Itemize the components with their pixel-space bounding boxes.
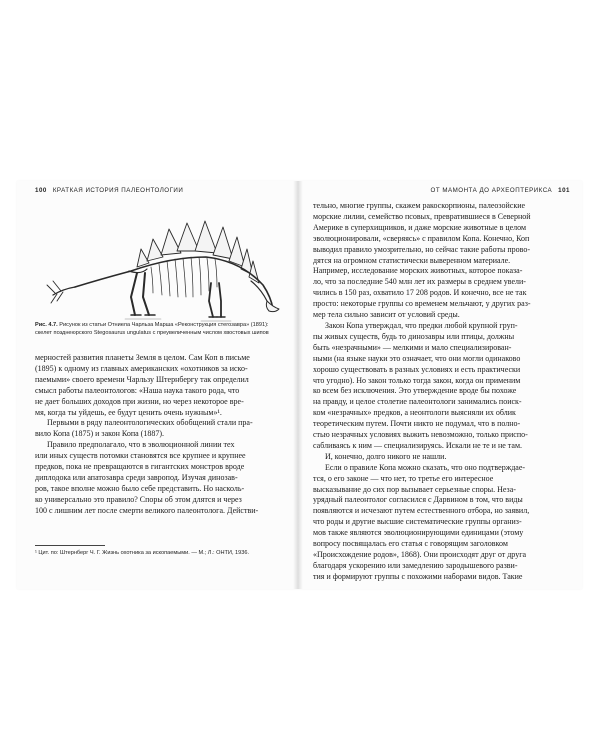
text-line: теоретическим путем. Почти никто не подумал, что в полно- (313, 419, 521, 429)
text-line: просто: некоторые группы со временем мельчают, у других раз- (313, 299, 531, 309)
figure-caption-text: Рисунок из статьи Отниела Чарльза Марша «Реконструкция стегозавра» (1891): скелет позднеюрского Stegosaurus ungulatus с преувеличенным числом хвостовых шипов (35, 322, 269, 336)
text-line: мерностей развития планеты Земля в целом. Сам Коп в письме (35, 353, 250, 362)
text-line: мер тела сильно зависит от условий среды. (313, 310, 460, 320)
right-body-text (313, 201, 573, 583)
text-line: высказывание до сих пор вызывает серьезные споры. Неза- (313, 484, 516, 494)
text-line: ко универсально это правило? Споры об этом длятся и через (35, 494, 242, 504)
text-line: 100 с лишним лет после смерти великого палеонтолога. Действи- (35, 505, 259, 515)
text-line: ло, что за последние 540 млн лет их размеры в среднем увели- (313, 277, 526, 287)
text-line: не дает больших доходов при жизни, но через некоторое вре- (35, 396, 244, 406)
text-line: выводил правило умозрительно, но сейчас такие работы прово- (313, 244, 531, 254)
text-line: что роды и другие высшие систематические группы организ- (313, 517, 522, 527)
text-line: Первыми в ряду палеонтологических обобщений стали пра- (47, 418, 253, 428)
text-line: сабливаясь к ним — специализируясь. Искали не те и не там. (313, 440, 522, 450)
text-line: пы живых существ, будь то динозавры или птицы, должны (313, 331, 515, 341)
text-line: Если о правиле Копа можно сказать, что оно подтверждае- (325, 462, 526, 472)
text-line: тельно, многие группы, скажем ракоскорпионы, палеозойские (313, 201, 526, 210)
text-line: «Происхождение родов», 1868). Они происходят друг от друга (313, 550, 527, 559)
text-line: дятся на огромном статистически выверенном материале. (313, 255, 511, 265)
text-line: что угодно). Но закон только тогда закон, когда он применим (313, 375, 521, 385)
text-line: эволюционировали, «сверяясь» с правилом Копа. Конечно, Коп (313, 233, 530, 243)
text-line: чились в 150 раз, охватило 17 208 родов. И конечно, все не так (313, 288, 527, 298)
text-line: мов также являются эволюционирующими единицами (этому (313, 528, 524, 538)
text-line: урядный палеонтолог согласился с Дарвином в том, что виды (313, 495, 523, 505)
text-line: И, конечно, долго никого не нашли. (325, 451, 447, 461)
right-page (301, 181, 582, 589)
text-line: ров, такое вполне можно было себе представить. Но насколь- (35, 483, 245, 493)
text-line: морские лилии, семейство псовых, превратившиеся в Северной (313, 211, 531, 221)
text-line: мя, когда ты уйдешь, ее будут ценить очень нужным»¹. (35, 407, 222, 417)
text-line: благодаря ускорению или замедлению зародышевого разви- (313, 560, 518, 570)
left-running-title: КРАТКАЯ ИСТОРИЯ ПАЛЕОНТОЛОГИИ (52, 187, 184, 194)
text-line: предков, пока не превращаются в гигантских монстров вроде (35, 462, 245, 472)
figure-label: Рис. 4.7. (35, 322, 58, 328)
text-line: паемыми» своего времени Чарльзу Штернбергу так определил (35, 374, 249, 384)
left-body-text (35, 353, 287, 517)
right-page-number: 101 (558, 187, 570, 194)
text-line: ко всем без исключения. Это утверждение вроде бы похоже (313, 386, 517, 396)
stegosaurus-skeleton-illustration (41, 201, 281, 331)
footnote-divider (35, 545, 105, 546)
text-line: (1895) к одному из главных американских «охотников за иско- (35, 363, 248, 373)
footnote: ¹ Цит. по: Штернберг Ч. Г. Жизнь охотника за ископаемыми. — М.; Л.: ОНТИ, 1936. (35, 550, 250, 556)
text-line: диплодока или апатозавра среди завропод. Изучая динозав- (35, 472, 238, 482)
text-line: Америке в суперхищников, и даже морские животные в целом (313, 222, 527, 232)
text-line: вопросу посвящалась его статья с говорящим заголовком (313, 539, 508, 549)
right-running-title: ОТ МАМОНТА ДО АРХЕОПТЕРИКСА (430, 187, 553, 194)
text-line: хорошо существовать в разных условиях и есть практически (313, 364, 521, 374)
left-running-head (35, 187, 183, 194)
text-line: или иных существ потомки становятся все крупнее и крупнее (35, 451, 246, 461)
text-line: Закон Копа утверждал, что предки любой крупной груп- (325, 320, 518, 330)
text-line: Правило предполагало, что в эволюционной линии тех (47, 440, 235, 450)
figure-caption (35, 322, 287, 337)
left-page-number: 100 (35, 187, 47, 194)
right-running-head (431, 187, 570, 194)
text-line: появляются и исчезают путем естественного отбора, но заявил, (313, 506, 530, 516)
text-line: ными (на языке науки это означает, что они могли одинаково (313, 353, 521, 363)
left-page (17, 181, 295, 589)
text-line: на правду, и целое столетие палеонтологи занимались поиск- (313, 397, 522, 407)
text-line: смысл работы палеонтологов: «Наша наука такого рода, что (35, 385, 240, 395)
book-spread (17, 181, 582, 589)
text-line: ком «незрачных» предков, а неонтологи выясняли их облик (313, 408, 516, 418)
text-line: Например, исследование морских животных, которое показа- (313, 266, 523, 276)
text-line: стью незрачных условиях выжить невозможно, только приспо- (313, 430, 528, 440)
text-line: тия и формируют группы с похожими наборами видов. Такие (313, 571, 523, 581)
text-line: вило Копа (1875) и закон Копа (1887). (35, 429, 164, 439)
text-line: быть «незрачными» — мелкими и мало специализирован- (313, 342, 512, 352)
text-line: тся, о его законе — что нет, то третье его интересное (313, 473, 494, 483)
